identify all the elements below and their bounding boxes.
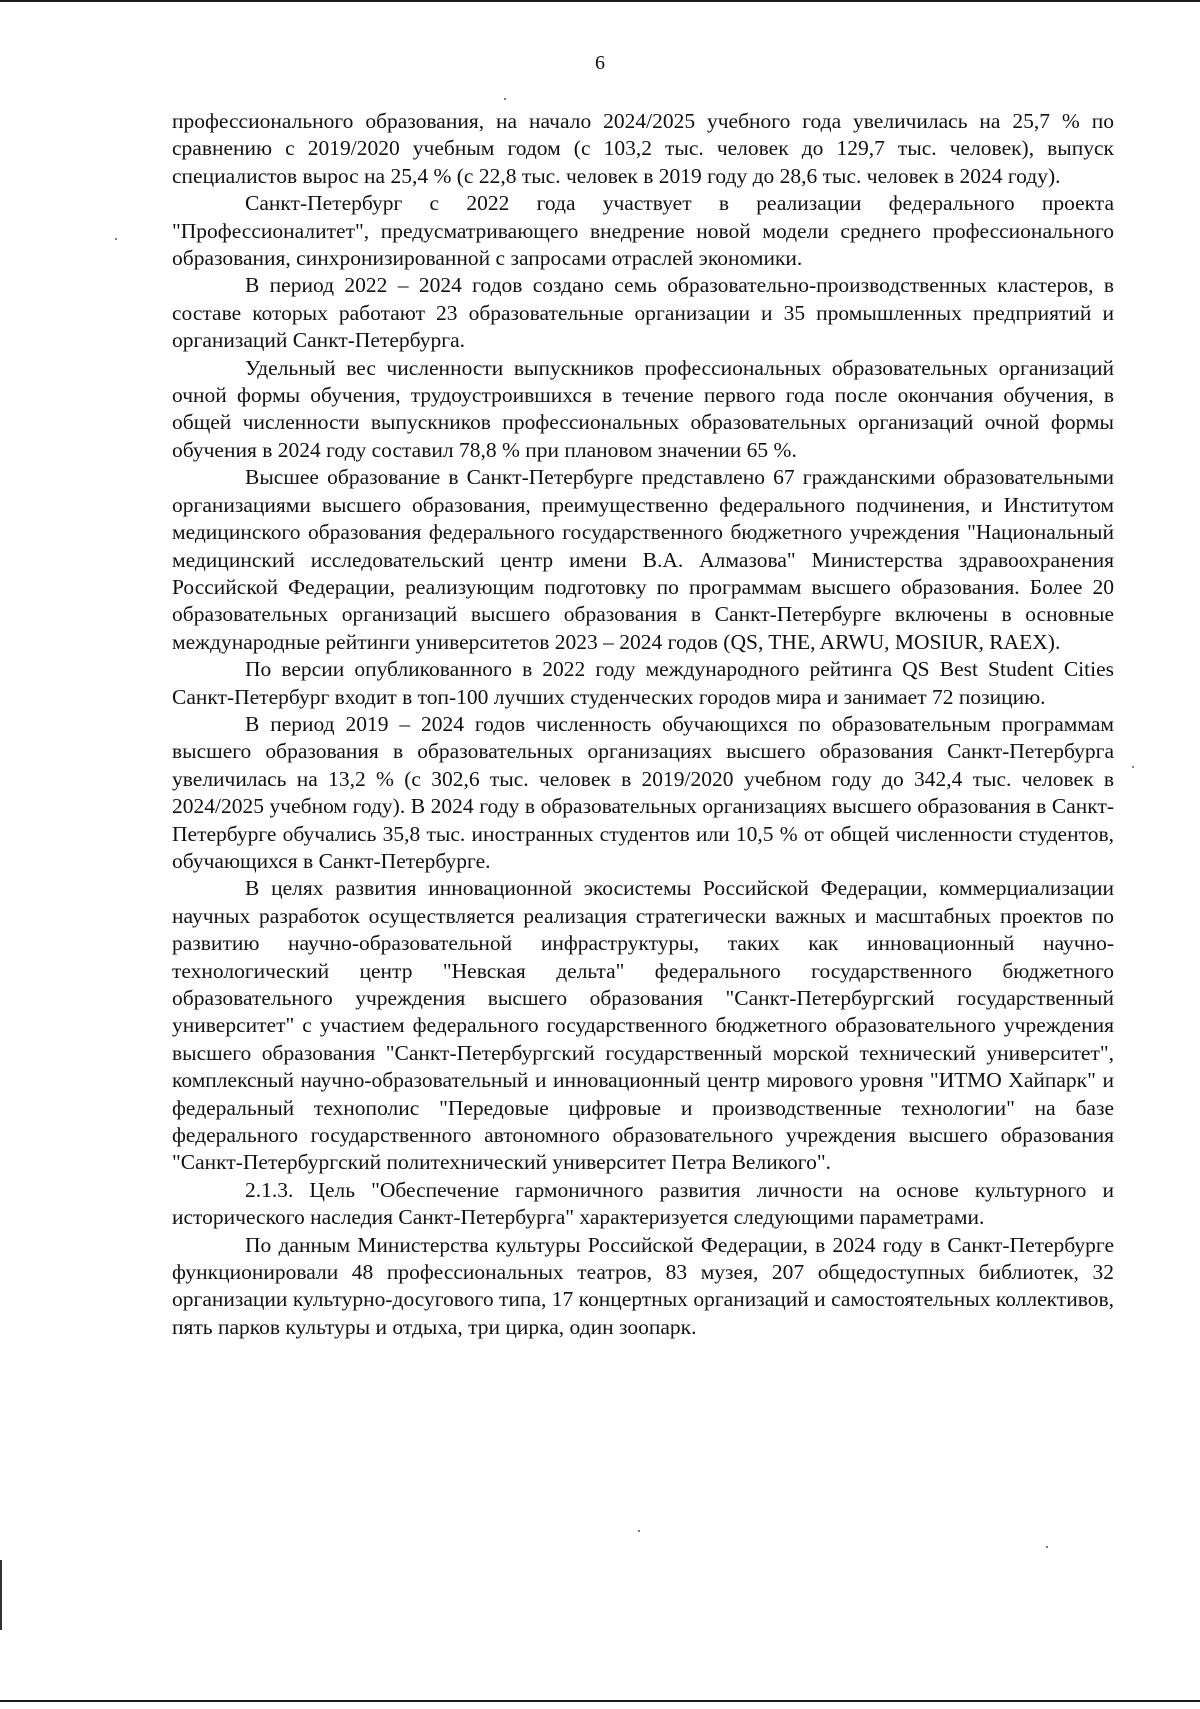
- scan-speck: [638, 1530, 640, 1532]
- paragraph: По версии опубликованного в 2022 году международного рейтинга QS Best Student Cities Санкт-Петербург входит в топ-100 лучших студенческих городов мира и занимает 72 позицию.: [172, 657, 1114, 709]
- paragraph: По данным Министерства культуры Российской Федерации, в 2024 году в Санкт-Петербурге функционировали 48 профессиональных театров, 83 музея, 207 общедоступных библиотек, 32 организации культурно-досугового типа, 17 концертных организаций и самостоятельных коллективов, пять парков культуры и отдыха, три цирка, один зоопарк.: [172, 1232, 1114, 1339]
- scan-left-mark: [0, 1560, 2, 1630]
- body-text: [172, 108, 1114, 1341]
- scan-speck: [115, 238, 117, 240]
- paragraph: В период 2022 – 2024 годов создано семь образовательно-производственных кластеров, в составе которых работают 23 образовательные организации и 35 промышленных предприятий и организаций Санкт-Петербурга.: [172, 273, 1114, 353]
- scan-bottom-border: [0, 1700, 1200, 1702]
- paragraph: Удельный вес численности выпускников профессиональных образовательных организаций очной формы обучения, трудоустроившихся в течение первого года после окончания обучения, в общей численности выпускников профессиональных образовательных организаций очной формы обучения в 2024 году составил 78,8 % при плановом значении 65 %.: [172, 355, 1114, 462]
- paragraph: Санкт-Петербург с 2022 года участвует в реализации федерального проекта "Профессионалитет", предусматривающего внедрение новой модели среднего профессионального образования, синхронизированной с запросами отраслей экономики.: [172, 191, 1114, 271]
- scan-speck: [1046, 1546, 1048, 1548]
- paragraph: профессионального образования, на начало 2024/2025 учебного года увеличилась на 25,7 % по сравнению с 2019/2020 учебным годом (с 103,2 тыс. человек до 129,7 тыс. человек), выпуск специалистов вырос на 25,4 % (с 22,8 тыс. человек в 2019 году до 28,6 тыс. человек в 2024 году).: [172, 109, 1114, 188]
- page-number: 6: [595, 52, 605, 74]
- scan-speck: [1132, 766, 1134, 768]
- scan-speck: [504, 98, 506, 100]
- scan-top-border: [0, 0, 1200, 2]
- paragraph: В период 2019 – 2024 годов численность обучающихся по образовательным программам высшего образования в образовательных организациях высшего образования Санкт-Петербурга увеличилась на 13,2 % (с 302,6 тыс. человек в 2019/2020 учебном году до 342,4 тыс. человек в 2024/2025 учебном году). В 2024 году в образовательных организациях высшего образования в Санкт-Петербурге обучались 35,8 тыс. иностранных студентов или 10,5 % от общей численности студентов, обучающихся в Санкт-Петербурге.: [172, 711, 1114, 873]
- paragraph: Высшее образование в Санкт-Петербурге представлено 67 гражданскими образовательными организациями высшего образования, преимущественно федерального подчинения, и Институтом медицинского образования федерального государственного бюджетного учреждения "Национальный медицинский исследовательский центр имени В.А. Алмазова" Министерства здравоохранения Российской Федерации, реализующим подготовку по программам высшего образования. Более 20 образовательных организаций высшего образования в Санкт-Петербурге включены в основные международные рейтинги университетов 2023 – 2024 годов (QS, THE, ARWU, MOSIUR, RAEX).: [172, 465, 1114, 654]
- paragraph: В целях развития инновационной экосистемы Российской Федерации, коммерциализации научных разработок осуществляется реализация стратегически важных и масштабных проектов по развитию научно-образовательной инфраструктуры, таких как инновационный научно-технологический центр "Невская дельта" федерального государственного бюджетного образовательного учреждения высшего образования "Санкт-Петербургский государственный университет" с участием федерального государственного бюджетного образовательного учреждения высшего образования "Санкт-Петербургский государственный морской технический университет", комплексный научно-образовательный и инновационный центр мирового уровня "ИТМО Хайпарк" и федеральный технополис "Передовые цифровые и производственные технологии" на базе федерального государственного автономного образовательного учреждения высшего образования "Санкт-Петербургский политехнический университет Петра Великого".: [172, 876, 1114, 1175]
- paragraph: 2.1.3. Цель "Обеспечение гармоничного развития личности на основе культурного и исторического наследия Санкт-Петербурга" характеризуется следующими параметрами.: [172, 1177, 1114, 1230]
